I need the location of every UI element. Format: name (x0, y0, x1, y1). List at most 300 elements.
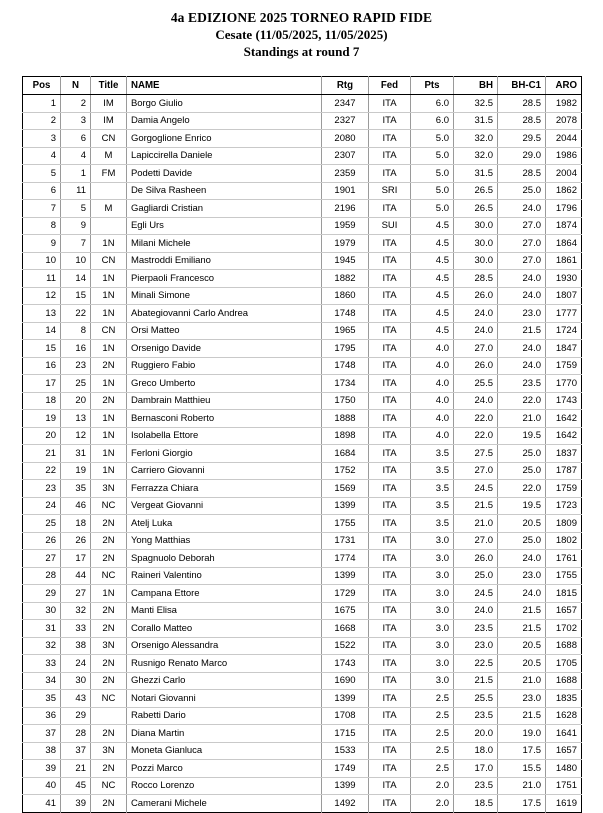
cell-aro: 1628 (546, 707, 582, 725)
column-header-title[interactable]: Title (91, 77, 127, 95)
cell-bh: 26.0 (454, 357, 498, 375)
cell-pts: 3.0 (411, 637, 454, 655)
cell-pts: 4.5 (411, 252, 454, 270)
cell-pos: 24 (23, 497, 61, 515)
cell-title: 1N (91, 375, 127, 393)
cell-aro: 1657 (546, 602, 582, 620)
cell-aro: 2004 (546, 165, 582, 183)
table-row[interactable] (23, 620, 582, 638)
cell-bh-c1: 19.0 (498, 725, 546, 743)
cell-n: 25 (61, 375, 91, 393)
cell-bh-c1: 23.0 (498, 305, 546, 323)
cell-aro: 1815 (546, 585, 582, 603)
cell-pts: 4.5 (411, 322, 454, 340)
cell-n: 43 (61, 690, 91, 708)
cell-pos: 7 (23, 200, 61, 218)
cell-title: 1N (91, 585, 127, 603)
cell-title: 2N (91, 357, 127, 375)
cell-name: Gorgoglione Enrico (127, 130, 322, 148)
cell-title: 3N (91, 637, 127, 655)
table-row[interactable] (23, 550, 582, 568)
cell-bh-c1: 24.0 (498, 550, 546, 568)
cell-pts: 2.5 (411, 742, 454, 760)
cell-bh-c1: 20.5 (498, 655, 546, 673)
cell-aro: 1835 (546, 690, 582, 708)
cell-name: Pierpaoli Francesco (127, 270, 322, 288)
cell-pts: 4.0 (411, 427, 454, 445)
cell-fed: ITA (369, 410, 411, 428)
cell-bh-c1: 23.0 (498, 690, 546, 708)
cell-bh: 18.0 (454, 742, 498, 760)
cell-bh-c1: 21.5 (498, 707, 546, 725)
table-row[interactable] (23, 270, 582, 288)
cell-pos: 11 (23, 270, 61, 288)
table-row[interactable] (23, 515, 582, 533)
cell-pts: 6.0 (411, 112, 454, 130)
cell-title: 2N (91, 602, 127, 620)
cell-title: 3N (91, 742, 127, 760)
column-header-bh[interactable]: BH (454, 77, 498, 95)
cell-rtg: 1684 (322, 445, 369, 463)
cell-pts: 3.5 (411, 515, 454, 533)
cell-n: 18 (61, 515, 91, 533)
column-header-aro[interactable]: ARO (546, 77, 582, 95)
cell-aro: 1861 (546, 252, 582, 270)
cell-title: NC (91, 777, 127, 795)
cell-name: Manti Elisa (127, 602, 322, 620)
cell-bh: 25.0 (454, 567, 498, 585)
table-row[interactable] (23, 340, 582, 358)
cell-name: Rocco Lorenzo (127, 777, 322, 795)
cell-n: 26 (61, 532, 91, 550)
cell-n: 45 (61, 777, 91, 795)
cell-fed: ITA (369, 742, 411, 760)
column-header-pos[interactable]: Pos (23, 77, 61, 95)
cell-fed: ITA (369, 147, 411, 165)
cell-aro: 1619 (546, 795, 582, 813)
cell-aro: 1702 (546, 620, 582, 638)
table-row[interactable] (23, 147, 582, 165)
cell-fed: ITA (369, 760, 411, 778)
table-row[interactable] (23, 357, 582, 375)
table-row[interactable] (23, 95, 582, 113)
cell-rtg: 1749 (322, 760, 369, 778)
cell-pos: 8 (23, 217, 61, 235)
cell-title: 3N (91, 480, 127, 498)
cell-title: 1N (91, 235, 127, 253)
cell-n: 20 (61, 392, 91, 410)
cell-rtg: 1860 (322, 287, 369, 305)
cell-name: Moneta Gianluca (127, 742, 322, 760)
table-row[interactable] (23, 217, 582, 235)
cell-aro: 1777 (546, 305, 582, 323)
cell-bh-c1: 28.5 (498, 112, 546, 130)
cell-bh: 32.0 (454, 130, 498, 148)
cell-pts: 3.0 (411, 655, 454, 673)
cell-title: 2N (91, 620, 127, 638)
table-header-row-group (23, 77, 582, 95)
cell-name: Diana Martin (127, 725, 322, 743)
cell-bh-c1: 24.0 (498, 200, 546, 218)
table-row[interactable] (23, 165, 582, 183)
cell-name: Yong Matthias (127, 532, 322, 550)
cell-aro: 1809 (546, 515, 582, 533)
cell-bh: 21.5 (454, 497, 498, 515)
cell-bh: 23.5 (454, 777, 498, 795)
cell-aro: 1874 (546, 217, 582, 235)
cell-title: 2N (91, 760, 127, 778)
cell-bh-c1: 24.0 (498, 340, 546, 358)
cell-name: Egli Urs (127, 217, 322, 235)
cell-bh: 26.5 (454, 182, 498, 200)
table-row[interactable] (23, 585, 582, 603)
column-header-pts[interactable]: Pts (411, 77, 454, 95)
cell-aro: 1986 (546, 147, 582, 165)
cell-pts: 3.0 (411, 585, 454, 603)
cell-n: 6 (61, 130, 91, 148)
cell-title: FM (91, 165, 127, 183)
cell-title (91, 707, 127, 725)
cell-bh: 22.0 (454, 410, 498, 428)
cell-pts: 5.0 (411, 200, 454, 218)
table-row[interactable] (23, 252, 582, 270)
table-row[interactable] (23, 725, 582, 743)
cell-fed: ITA (369, 445, 411, 463)
cell-bh: 26.0 (454, 287, 498, 305)
cell-fed: ITA (369, 655, 411, 673)
column-header-bh-c1[interactable]: BH-C1 (498, 77, 546, 95)
cell-pos: 29 (23, 585, 61, 603)
cell-aro: 1642 (546, 427, 582, 445)
cell-aro: 1862 (546, 182, 582, 200)
table-row[interactable] (23, 795, 582, 813)
cell-fed: ITA (369, 725, 411, 743)
cell-bh-c1: 29.5 (498, 130, 546, 148)
cell-n: 1 (61, 165, 91, 183)
table-row[interactable] (23, 130, 582, 148)
cell-title: CN (91, 252, 127, 270)
cell-n: 13 (61, 410, 91, 428)
cell-pts: 2.5 (411, 760, 454, 778)
cell-bh-c1: 28.5 (498, 95, 546, 113)
cell-bh-c1: 21.0 (498, 410, 546, 428)
standings-round-label: Standings at round 7 (243, 44, 360, 59)
table-row[interactable] (23, 777, 582, 795)
cell-fed: ITA (369, 777, 411, 795)
cell-pos: 30 (23, 602, 61, 620)
cell-pts: 4.5 (411, 305, 454, 323)
cell-n: 38 (61, 637, 91, 655)
cell-rtg: 1748 (322, 305, 369, 323)
cell-rtg: 1675 (322, 602, 369, 620)
cell-n: 19 (61, 462, 91, 480)
cell-pts: 4.0 (411, 357, 454, 375)
cell-fed: ITA (369, 112, 411, 130)
cell-name: Orsenigo Alessandra (127, 637, 322, 655)
cell-rtg: 1795 (322, 340, 369, 358)
cell-name: Spagnuolo Deborah (127, 550, 322, 568)
cell-fed: ITA (369, 532, 411, 550)
cell-pos: 10 (23, 252, 61, 270)
table-row[interactable] (23, 235, 582, 253)
cell-rtg: 1743 (322, 655, 369, 673)
cell-aro: 1837 (546, 445, 582, 463)
table-row[interactable] (23, 655, 582, 673)
column-header-fed[interactable]: Fed (369, 77, 411, 95)
table-row[interactable] (23, 375, 582, 393)
cell-bh-c1: 23.0 (498, 567, 546, 585)
cell-pts: 5.0 (411, 147, 454, 165)
cell-rtg: 1774 (322, 550, 369, 568)
cell-name: Podetti Davide (127, 165, 322, 183)
cell-aro: 1743 (546, 392, 582, 410)
cell-n: 24 (61, 655, 91, 673)
cell-fed: ITA (369, 165, 411, 183)
cell-rtg: 1882 (322, 270, 369, 288)
cell-n: 14 (61, 270, 91, 288)
table-row[interactable] (23, 690, 582, 708)
cell-rtg: 1888 (322, 410, 369, 428)
cell-pts: 3.5 (411, 462, 454, 480)
table-row[interactable] (23, 672, 582, 690)
cell-fed: ITA (369, 795, 411, 813)
cell-rtg: 1901 (322, 182, 369, 200)
table-row[interactable] (23, 305, 582, 323)
cell-fed: ITA (369, 200, 411, 218)
cell-rtg: 1945 (322, 252, 369, 270)
column-header-n[interactable]: N (61, 77, 91, 95)
cell-pos: 33 (23, 655, 61, 673)
cell-title: NC (91, 497, 127, 515)
cell-pos: 34 (23, 672, 61, 690)
table-body (23, 95, 582, 813)
tournament-title: 4a EDIZIONE 2025 TORNEO RAPID FIDE (170, 10, 433, 25)
table-row[interactable] (23, 532, 582, 550)
cell-fed: ITA (369, 515, 411, 533)
cell-rtg: 1965 (322, 322, 369, 340)
cell-aro: 1982 (546, 95, 582, 113)
cell-bh-c1: 22.0 (498, 392, 546, 410)
cell-bh: 25.5 (454, 690, 498, 708)
cell-rtg: 1399 (322, 777, 369, 795)
cell-fed: ITA (369, 130, 411, 148)
table-row[interactable] (23, 322, 582, 340)
cell-pts: 5.0 (411, 182, 454, 200)
cell-title (91, 182, 127, 200)
table-row[interactable] (23, 445, 582, 463)
cell-aro: 1642 (546, 410, 582, 428)
cell-pos: 6 (23, 182, 61, 200)
cell-n: 7 (61, 235, 91, 253)
cell-bh-c1: 25.0 (498, 532, 546, 550)
cell-pts: 4.0 (411, 410, 454, 428)
cell-bh-c1: 25.0 (498, 182, 546, 200)
cell-fed: SRI (369, 182, 411, 200)
cell-pts: 3.0 (411, 620, 454, 638)
cell-pts: 2.0 (411, 777, 454, 795)
cell-name: De Silva Rasheen (127, 182, 322, 200)
cell-fed: ITA (369, 672, 411, 690)
cell-n: 9 (61, 217, 91, 235)
cell-bh-c1: 24.0 (498, 585, 546, 603)
cell-bh-c1: 22.0 (498, 480, 546, 498)
cell-fed: ITA (369, 690, 411, 708)
table-row[interactable] (23, 567, 582, 585)
table-row[interactable] (23, 112, 582, 130)
cell-bh: 31.5 (454, 112, 498, 130)
cell-aro: 1770 (546, 375, 582, 393)
cell-name: Campana Ettore (127, 585, 322, 603)
cell-name: Pozzi Marco (127, 760, 322, 778)
document-header (0, 0, 603, 60)
cell-pts: 2.5 (411, 707, 454, 725)
cell-pts: 2.0 (411, 795, 454, 813)
cell-n: 29 (61, 707, 91, 725)
cell-name: Minali Simone (127, 287, 322, 305)
cell-title: 1N (91, 287, 127, 305)
cell-bh-c1: 19.5 (498, 427, 546, 445)
cell-fed: ITA (369, 567, 411, 585)
table-row[interactable] (23, 287, 582, 305)
table-row[interactable] (23, 200, 582, 218)
cell-aro: 1688 (546, 672, 582, 690)
cell-bh-c1: 24.0 (498, 270, 546, 288)
cell-bh-c1: 21.0 (498, 777, 546, 795)
cell-bh: 24.0 (454, 305, 498, 323)
table-row[interactable] (23, 602, 582, 620)
cell-pts: 3.5 (411, 445, 454, 463)
table-row[interactable] (23, 392, 582, 410)
cell-fed: ITA (369, 357, 411, 375)
cell-n: 10 (61, 252, 91, 270)
table-row[interactable] (23, 760, 582, 778)
cell-name: Vergeat Giovanni (127, 497, 322, 515)
cell-pos: 5 (23, 165, 61, 183)
cell-title: 2N (91, 795, 127, 813)
cell-bh: 23.5 (454, 707, 498, 725)
table-row[interactable] (23, 707, 582, 725)
cell-rtg: 1734 (322, 375, 369, 393)
table-row[interactable] (23, 462, 582, 480)
cell-n: 5 (61, 200, 91, 218)
cell-pts: 3.0 (411, 672, 454, 690)
cell-pts: 3.0 (411, 567, 454, 585)
cell-fed: SUI (369, 217, 411, 235)
cell-n: 27 (61, 585, 91, 603)
cell-n: 3 (61, 112, 91, 130)
cell-bh-c1: 28.5 (498, 165, 546, 183)
cell-title: 2N (91, 672, 127, 690)
table-row[interactable] (23, 182, 582, 200)
cell-name: Corallo Matteo (127, 620, 322, 638)
cell-pos: 31 (23, 620, 61, 638)
cell-title: 2N (91, 725, 127, 743)
cell-pos: 28 (23, 567, 61, 585)
cell-name: Ruggiero Fabio (127, 357, 322, 375)
cell-fed: ITA (369, 480, 411, 498)
cell-aro: 1807 (546, 287, 582, 305)
cell-pos: 25 (23, 515, 61, 533)
table-row[interactable] (23, 427, 582, 445)
cell-rtg: 2196 (322, 200, 369, 218)
cell-bh-c1: 21.5 (498, 322, 546, 340)
table-row[interactable] (23, 637, 582, 655)
cell-n: 31 (61, 445, 91, 463)
cell-bh: 24.0 (454, 392, 498, 410)
cell-bh-c1: 17.5 (498, 742, 546, 760)
cell-name: Gagliardi Cristian (127, 200, 322, 218)
cell-rtg: 1522 (322, 637, 369, 655)
cell-rtg: 1731 (322, 532, 369, 550)
cell-bh: 30.0 (454, 217, 498, 235)
cell-pos: 4 (23, 147, 61, 165)
cell-pts: 6.0 (411, 95, 454, 113)
cell-aro: 1641 (546, 725, 582, 743)
cell-rtg: 1748 (322, 357, 369, 375)
cell-pos: 26 (23, 532, 61, 550)
cell-pts: 3.5 (411, 497, 454, 515)
cell-rtg: 1492 (322, 795, 369, 813)
column-header-name[interactable]: NAME (127, 77, 322, 95)
cell-title: 2N (91, 655, 127, 673)
table-row[interactable] (23, 742, 582, 760)
cell-bh: 27.5 (454, 445, 498, 463)
cell-pos: 22 (23, 462, 61, 480)
cell-pos: 21 (23, 445, 61, 463)
cell-pts: 2.5 (411, 690, 454, 708)
column-header-rtg[interactable]: Rtg (322, 77, 369, 95)
cell-pos: 14 (23, 322, 61, 340)
cell-bh: 24.5 (454, 480, 498, 498)
cell-title: M (91, 200, 127, 218)
cell-bh: 17.0 (454, 760, 498, 778)
cell-n: 11 (61, 182, 91, 200)
table-row[interactable] (23, 480, 582, 498)
cell-pos: 3 (23, 130, 61, 148)
cell-rtg: 2327 (322, 112, 369, 130)
cell-rtg: 2359 (322, 165, 369, 183)
cell-name: Rabetti Dario (127, 707, 322, 725)
cell-bh-c1: 20.5 (498, 515, 546, 533)
cell-n: 21 (61, 760, 91, 778)
cell-aro: 1688 (546, 637, 582, 655)
cell-name: Abategiovanni Carlo Andrea (127, 305, 322, 323)
cell-bh-c1: 29.0 (498, 147, 546, 165)
cell-n: 28 (61, 725, 91, 743)
cell-n: 39 (61, 795, 91, 813)
cell-fed: ITA (369, 252, 411, 270)
cell-aro: 1723 (546, 497, 582, 515)
cell-bh-c1: 21.5 (498, 602, 546, 620)
cell-name: Greco Umberto (127, 375, 322, 393)
cell-fed: ITA (369, 707, 411, 725)
cell-rtg: 1729 (322, 585, 369, 603)
cell-fed: ITA (369, 602, 411, 620)
cell-aro: 1657 (546, 742, 582, 760)
cell-aro: 1755 (546, 567, 582, 585)
cell-rtg: 1399 (322, 497, 369, 515)
cell-pos: 39 (23, 760, 61, 778)
table-row[interactable] (23, 410, 582, 428)
cell-title: 1N (91, 340, 127, 358)
cell-name: Milani Michele (127, 235, 322, 253)
cell-rtg: 1755 (322, 515, 369, 533)
cell-pts: 3.0 (411, 532, 454, 550)
cell-pts: 4.0 (411, 392, 454, 410)
cell-name: Orsenigo Davide (127, 340, 322, 358)
cell-aro: 1751 (546, 777, 582, 795)
table-row[interactable] (23, 497, 582, 515)
